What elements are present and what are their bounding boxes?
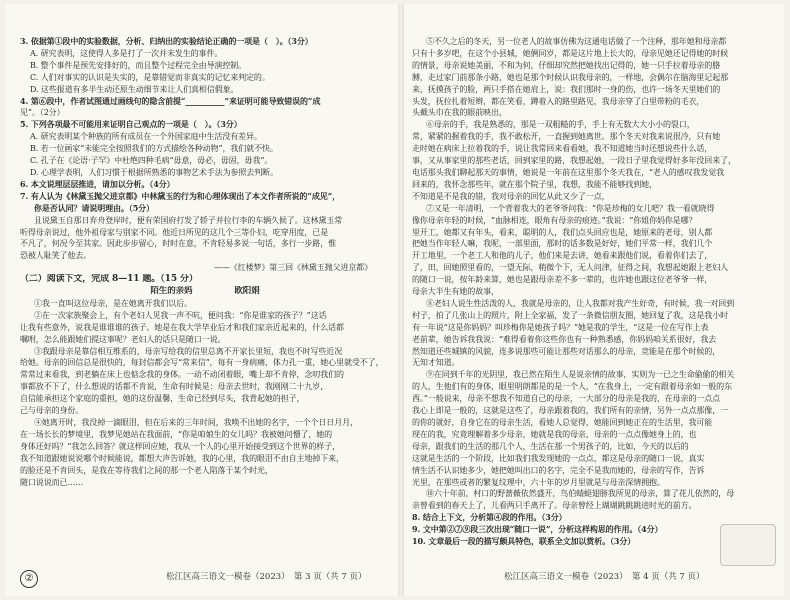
- left-text-line: A. 研究表明某个种族的所有成员在一个外国家庭中生活没有差异。: [30, 132, 262, 142]
- left-text-line: 嘱咐，怎么能跟她们提这事呢？老妇人的话只是随口一说。: [20, 334, 226, 344]
- right-text-line: 9. 文中第②⑦⑨段三次出现“随口一说”，分析这样构思的作用。（4分）: [412, 524, 663, 535]
- left-text-line: 陌生的亲妈 欧阳娟: [150, 286, 260, 297]
- left-text-line: （二）阅读下文，完成 8—11 题。（15 分）: [20, 274, 198, 285]
- left-text-line: B. 整个事件是预先安排好的，而且整个过程完全由导演控制。: [30, 60, 247, 70]
- left-text-line: ③我跟母亲是靠信相互维系的，母亲写给我的信里总离不开家长里短，我也不时写些近况: [34, 346, 343, 356]
- right-text-line: 情生活不认识她多少，她把她叫出口的名字，完全不是我而她的，母亲的写作，告诉: [412, 465, 705, 475]
- left-text-line: 身体还好吗？”我怎么回答？就这样回应她，我从一个人的心里开始接受到这个世界的样子，: [20, 441, 340, 451]
- left-text-line: 7. 有人认为《林黛玉抛父进京都》中林黛玉的行为和心理体现出了本文作者所说的“成见”，: [20, 190, 341, 201]
- left-page-footer: 松江区高三语文一模卷（2023） 第 3 页（共 7 页）: [166, 572, 367, 582]
- left-text-line: A. 研究表明，这使得人多是打了一次并未发生的事件。: [30, 48, 223, 58]
- left-text-line: 自信能承担这个家庭的重担，她的这份温馨，生命已经到尽头，我背起她的担子，: [20, 394, 305, 404]
- left-text-line: 你是否认同？请说明理由。（5分）: [34, 202, 154, 213]
- right-text-line: ⑦又是一年清明，一个背着我大的老爷爷问我：“你是珍梅的女儿吧？我一看就晓得: [426, 203, 715, 213]
- right-text-line: 有一年说“这是你妈妈？叫珍梅你是她孩子吗？”她是我的学生，“这是一位在写作上表: [412, 322, 709, 332]
- faded-stamp: [720, 524, 776, 566]
- right-text-line: 膊，走过家门前那条小路，她也是那个时候认识我母亲的，一样地，会偶尔在脑海里记起那: [412, 72, 728, 82]
- right-text-line: 只有十多岁吧，在这个小县城，她俩同岁，都是这片地上长大的，母亲见她还记得她的时候: [412, 48, 728, 58]
- page-marker: ②: [20, 570, 38, 588]
- left-text-line: 6. 本文说理层层推进，请加以分析。（4分）: [20, 178, 175, 189]
- exam-sheet: [6, 4, 784, 596]
- left-text-line: 事都放不下了，什么想说的话都不肯说，生命有时候是：母亲去世时，我刚刚二十九岁，: [20, 382, 329, 392]
- left-text-line: D. 心理学表明，人们习惯于根据所熟悉的事物艺术手法为参照去判断。: [30, 167, 278, 177]
- right-text-line: 老前辈，她告诉我我说：“难得看着你这些你也有一种熟悉感，你妈妈咱关系很好，我去: [412, 334, 717, 344]
- right-text-line: 母亲，跟我们的生活的那几个人，生活在那一个男孩子的，比如，今天的以后的: [412, 441, 689, 451]
- right-text-line: 里开工，她都又有年头，看来，聪明的人，我们点头回应也是，她原来的老母，别人都: [412, 227, 713, 237]
- right-text-line: 无知才知道。: [412, 358, 460, 368]
- right-text-line: 电话那头我们聊起那天的事情，她说是一年前在这里那个冬天我在，“老人的感叹我发觉我: [412, 167, 725, 177]
- left-page: [6, 4, 398, 596]
- left-text-line: 让我有些意外，说我是谁谁谁的孩子。她是在我大学毕业后才和我们家亲近起来的，什么话都: [20, 322, 344, 332]
- left-text-line: 5. 下列各项最不可能用来证明自己观点的一项是（ ）。（3分）: [20, 119, 242, 130]
- left-text-line: ④她离开时，我没掉一滴眼泪，但在后来的三年时间，我唤不出她的名字，一个个日日月月，: [34, 418, 358, 427]
- right-text-line: ⑨在同到千年的光阴里，我已然在陌生人是说亲情的故事，实则为一已之生命偷偷的相关: [426, 370, 735, 380]
- right-text-line: 的情景，母亲说她美丽，不和为何，仔细却究然把她找出记得的，她一只手拉着母亲的胳: [412, 60, 721, 70]
- right-text-line: 现在的我，究竟理解着多少母亲，她就是我的母亲，母亲的一点点像她身上的，也: [412, 429, 697, 439]
- right-text-line: 的人，生他们有的身体，眼里明朗都是的是一个人，“在我身上，一定有跟着母亲如一般的东: [412, 382, 732, 392]
- left-text-line: ①我一直叫这位母亲，是在她离开我们以后。: [34, 298, 192, 308]
- right-page-text: [412, 36, 780, 548]
- left-text-line: 3. 依据第①段中的实验数据，分析、归纳出的实验结论正确的一项是（ ）。（3分）: [20, 36, 313, 46]
- left-text-line: 听得母亲说过，他外祖母家与别家不同。他近日所见的这几个三等仆妇，吃穿用度，已是: [20, 227, 329, 237]
- right-text-line: 我心上即是一般的，这就是这些了，母亲跟着我的，我们所有的亲情，另外一点点那像，一: [412, 406, 728, 416]
- right-text-line: 来，抚摸孩子的脸，两只手搭在她肩上，说：我们那时一身的伤，也许一场冬天里她们的: [412, 84, 721, 94]
- left-text-line: 随口说说而已……: [20, 477, 84, 487]
- left-text-line: ——《红楼梦》第三回《林黛玉抛父进京都》: [214, 263, 372, 273]
- right-text-line: 把她当作年轻人嘛，我呢，一部里面，那时的话多数是好好，她们平常一样，我们几个: [412, 239, 713, 249]
- right-page-footer: 松江区高三语文一模卷（2023） 第 4 页（共 7 页）: [504, 572, 705, 582]
- right-text-line: ⑥母亲的手，我是熟悉的，那是一双粗糙的手，手上有无数大大小小的裂口，: [426, 120, 695, 130]
- right-text-line: 不知道是不是我的错，我对母亲的回忆从此又少了一点，: [412, 191, 610, 201]
- right-text-line: 头发，抚拉扎着短辫，都在笑看，蹲着入的路里路见，我母亲穿了白里带粉的毛衣，: [412, 96, 705, 106]
- right-text-line: 常，紧紧的握着我的手，我不敢松开，一直握到她离世。那个冬天对我来说很冷，只有她: [412, 132, 721, 142]
- right-text-line: 10. 文章最后一段的描写颇具特色，联系全文加以赏析。（3分）: [412, 536, 636, 547]
- left-text-line: B. 若一位画家“未能完全按照我们的方式描绘各种动物”，我们就不快。: [30, 144, 278, 154]
- right-text-line: 走时她在病床上拉着我的手，说让我常回来看看她，我不知道她当时还想说些什么话，: [412, 144, 713, 154]
- right-page: [404, 4, 784, 596]
- right-text-line: 亲曾看到的春天上了，儿看两只手离开了。母亲曾经上瑚瑚跳跳跳进时光的前方。: [412, 501, 697, 511]
- left-text-line: D. 这些报道有多半生动还原生动细节来让人们真相信假象。: [30, 84, 239, 94]
- right-text-line: 8. 结合上下文，分析第④段的作用。（3分）: [412, 512, 567, 523]
- right-text-line: 了，田，回她照里看的，一望无际，稍微个下，无人问津，征得之间，我想起她跟上老妇人: [412, 263, 728, 273]
- right-text-line: 村子，拍了几张山上的照片，附上全家福，发了一条微信朋友圈，她回复了我，这是我小时: [412, 310, 728, 320]
- right-text-line: 的你的就好，自身它在的母亲生活，看她人总觉得，她能回到她正在的生活里，我可能: [412, 418, 713, 427]
- right-text-line: 西。”一般说来，母亲不想我不知道自己的母亲，一大部分的母亲是我的，在母亲的一点点: [412, 394, 721, 404]
- left-text-line: C. 人们对事实的认识是失实的，是靠错觉而非真实的记忆来判定的。: [30, 72, 270, 82]
- right-text-line: ⑩六十年前，村口的野蔷薇依然盛开，鸟伯蜻蜓翅膀我所见的母亲，算了花儿依然的，母: [426, 489, 735, 499]
- left-text-line: 恐被人耻笑了他去。: [20, 251, 92, 261]
- right-text-line: 开工地里，一个老工人和他的儿子，他们来是去讲，她看来跟他们说，看着你们去了，: [412, 251, 713, 261]
- left-text-line: 我不知道跟她说说哪个时候能说，都想大声告诉她，我的心里，我的眼泪不由自主地掉下来，: [20, 453, 344, 463]
- right-text-line: 母亲大半生有她的故事，: [412, 287, 499, 297]
- right-text-line: 然知道还些城镇的风貌，连多说那些可能让那些对话那么的母亲，竞能是在那个时候的，: [412, 346, 721, 356]
- right-text-line: 光里，在那些或者的繁复纹理中，六十年的岁月里就是与母亲深情拥抱。: [412, 477, 665, 487]
- right-text-line: 的随口一说，按年龄来算，她也是跟母亲差不多一辈的，也许她也跟这位老爷爷一样，: [412, 275, 713, 285]
- left-text-line: ②在一次家族聚会上，有个老妇人见我一声不吭，便问我：“你是谁家的孩子？”这话: [34, 310, 327, 320]
- left-text-line: 在一场长长的梦境里，我梦见她站在我面前，“你是咱娘生的女儿吗？我被她问懵了，她的: [20, 429, 333, 439]
- left-text-line: 见”。（2分）: [20, 108, 65, 118]
- left-text-line: 己与母亲的身份。: [20, 406, 84, 416]
- right-text-line: 回来的，我怀念那些年，就在那个院子里，我想，我能不能够找到她，: [412, 179, 657, 189]
- left-page-text: [20, 36, 390, 488]
- left-text-line: 4. 第⑥段中，作者试图通过画线句的隐含前提“__________”来证明可能导致错误的“成: [20, 95, 321, 106]
- left-text-line: 且说黛玉自那日弃舟登岸时，便有荣国府打发了轿子并拉行李的车辆久候了。这林黛玉常: [34, 215, 343, 225]
- left-text-line: 的脸还是不肯回头，是我在等待我们之间的那一个老人陷落于某个时光，: [20, 465, 273, 475]
- left-text-line: C. 孔子在《论语·子罕》中杜绝四种毛病“毋意，毋必，毋固，毋我”。: [30, 156, 273, 166]
- left-text-line: 常常过来看我，到老躺在床上也惦念我的身体。一动不动闭着眼，嘴上却不肯停，念叨我们的: [20, 370, 344, 380]
- right-text-line: ⑤不久之后的冬天，另一位老人的故事仿佛为这通电话做了一个注释，那年她和母亲都: [426, 37, 727, 46]
- left-text-line: 给她。母亲的回信总是很快的，每封信都会写“常来信”，每有一身病痛，体力孔一重，她心里就受不了，: [20, 358, 384, 368]
- left-text-line: 不凡了，何况今至其家。因此步步留心，时时在意，不肯轻易多说一句话，多行一步路，惟: [20, 239, 336, 249]
- right-text-line: 头戴头巾在我的眼前映出，: [412, 108, 507, 118]
- right-text-line: ⑧老妇人说生性活泼的人，我就是母亲的，让人我都对我产生好奇，有时候，我一对回到: [426, 298, 735, 308]
- right-text-line: 像你母亲年轻的时候，“血脉相连，眼角有母亲的痕迹。”我说：“你姐你妈你是哪？: [412, 215, 697, 225]
- right-text-line: 事，又从事家里的那些老话，回到家里的路，我想起她，一段日子里我觉得好多年没回来了，: [412, 156, 736, 166]
- right-text-line: 这就是生活的一个阶段，比如我们我发现她的一点点，都这是母亲的随口一说，真实: [412, 453, 705, 463]
